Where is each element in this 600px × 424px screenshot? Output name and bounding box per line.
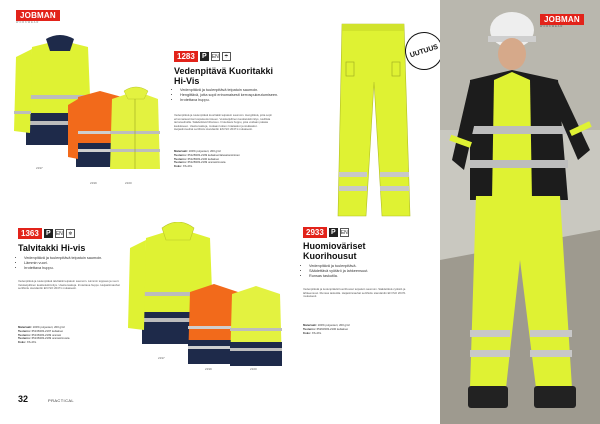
product2-header — [18, 228, 75, 239]
list-item: • Hengittävä, jotta sopii erinomaisesti kerrospukeutumiseen. — [180, 93, 280, 98]
product-code-2933: 2933 — [303, 227, 327, 238]
list-item: • Vedenpitävä ja tuulenpitävä. — [309, 264, 424, 269]
product2-image — [128, 222, 284, 372]
product3-specs — [303, 324, 418, 335]
product3-title-line2: Kuorihousut — [303, 251, 357, 261]
spec-row: Tuotenro: 65128303-2100 keltainen — [174, 156, 220, 161]
product1-title-line1: Vedenpitävä Kuoritakki — [174, 66, 274, 76]
product3-title — [303, 241, 366, 261]
caption-1283-a: 2197 — [36, 166, 43, 170]
product3-description: Vedenpitävät ja tuulenpitävät kuorihousut teipatuin saumoin. Säädettävä vyötärö ja lahkeensuut. Runsas taskutila. Heijastinnauhat sertifioitu standardin EN ISO 20471 mukaisesti. — [303, 287, 406, 299]
product1-image — [12, 35, 162, 180]
caption-1283-b: 2199 — [90, 181, 97, 185]
list-item: • Irrotettava huppu. — [24, 266, 129, 271]
spec-row: Tuotenro: 65293303-2100 keltainen — [303, 326, 349, 331]
caption-1363-c: 2100 — [250, 367, 257, 371]
p-badge: P — [44, 229, 53, 238]
cert-en-icon: EN — [340, 230, 348, 236]
spec-row: Materiaali: 100% polyesteri, 200 g/m² — [174, 149, 222, 153]
spec-row: Materiaali: 100% polyesteri, 200 g/m² — [18, 325, 66, 329]
brand-tagline: WORKWEAR — [16, 21, 40, 24]
jacket-yellow — [110, 87, 160, 169]
list-item: • Irrotettava huppu. — [180, 98, 280, 103]
list-item: • Säädettävä vyötärö ja lahkeensuut. — [309, 269, 424, 274]
spec-row: Koko: XS-4XL — [174, 164, 193, 169]
brand-logo — [16, 10, 60, 24]
caption-1363-b: 2199 — [205, 367, 212, 371]
product2-title: Talvitakki Hi-vis — [18, 243, 86, 253]
list-item: • Vedenpitävä ja tuulenpitävä teipatuin saumoin. — [24, 256, 129, 261]
product3-title-line1: Huomioväriset — [303, 241, 366, 251]
product3-header — [303, 227, 349, 238]
cert-en-icon: EN — [55, 231, 63, 237]
brand-logo-text: JOBMAN — [540, 14, 584, 25]
product2-specs — [18, 326, 123, 345]
product1-title-line2: Hi-Vis — [174, 76, 200, 86]
product1-bullets — [174, 88, 280, 103]
spec-row: Koko: XS-4XL — [303, 330, 322, 335]
p-badge: P — [329, 228, 338, 237]
snowflake-icon: ❄ — [66, 229, 75, 238]
winter-jacket-yellow — [230, 286, 282, 366]
new-badge-text: UUTUUS — [409, 43, 439, 59]
spec-row: Materiaali: 100% polyesteri, 200 g/m² — [303, 323, 351, 327]
spec-row: Tuotenro: 65136303-2199 oranssi — [18, 332, 62, 337]
product1-title — [174, 66, 273, 86]
product3-image — [332, 22, 414, 218]
caption-1363-a: 2197 — [158, 356, 165, 360]
product-code-1283: 1283 — [174, 51, 198, 62]
cert-en-icon: EN — [211, 54, 219, 60]
page-number: 32 — [18, 394, 29, 404]
list-item: • Vedenpitävä ja tuulenpitävä teipatuin saumoin. — [180, 88, 280, 93]
footer-label: PRACTICAL — [48, 398, 75, 403]
list-item: • Runsas taskutila. — [309, 274, 424, 279]
product1-header — [174, 51, 231, 62]
product1-specs — [174, 150, 274, 169]
list-item: • Lämmin vuori. — [24, 261, 129, 266]
brand-logo-text: JOBMAN — [16, 10, 60, 21]
product2-bullets — [18, 256, 129, 271]
model-photo — [440, 0, 600, 424]
spec-row: Tuotenro: 65136303-2197 keltainen — [18, 328, 64, 333]
spec-row: Tuotenro: 65128303-2199 oranssi/musta — [174, 160, 226, 165]
waterproof-icon: ☂ — [222, 52, 231, 61]
brand-tagline: WORKWEAR — [540, 25, 564, 28]
spec-row: Tuotenro: 65128303-2199 keltainen/laivastonsininen — [174, 152, 240, 157]
product1-description: Vedenpitävä ja tuulenpitävä kuoritakki teipatuin saumoin. Hengittävä, jotta sopii erinomaisesti kerrospukeutumiseen. Vetoketjullinen keskietukiinnitys, tuulilista tarranauhoilla. Säädettävä hihansuu. Irrotettava huppu, joka voidaan pakata kaulukseen. Useita taskuja, mukaan lukien rintataskut ja sisätaskut. Heijastinnauhat sertifioitu standardin EN ISO 20471 mukaisesti. — [174, 113, 272, 132]
p-badge: P — [200, 52, 209, 61]
brand-logo-right — [540, 14, 584, 28]
product2-description: Vedenpitävä ja tuulenpitävä talvitakki teipatuin saumoin. Lämmin toppaus ja vuori. Vetoketjullinen keskietukiinnitys. Useita taskuja. Irrotettava huppu. Heijastinnauhat sertifioitu standardin EN ISO 20471 mukaisesti. — [18, 279, 120, 291]
caption-1283-c: 2100 — [125, 181, 132, 185]
spec-row: Koko: XS-4XL — [18, 340, 37, 345]
product-code-1363: 1363 — [18, 228, 42, 239]
spec-row: Tuotenro: 65136303-2199 oranssi/musta — [18, 336, 70, 341]
product3-bullets — [303, 264, 424, 279]
